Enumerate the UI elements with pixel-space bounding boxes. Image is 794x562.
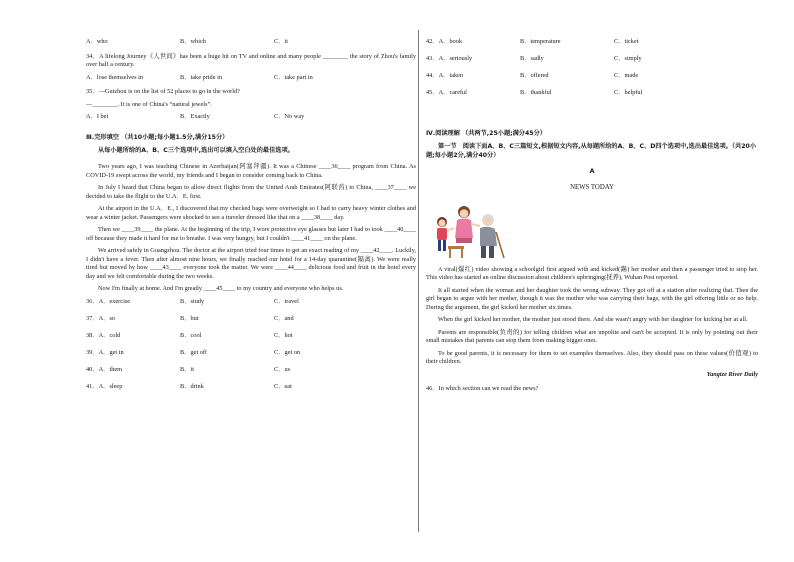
- option: 40．A．them: [86, 365, 123, 373]
- passage-paragraph: To be good parents, it is necessary for them to set examples themselves. Also, they should pass on these values(价值观) to their children.: [426, 349, 758, 366]
- cloze-options-41: [86, 383, 416, 400]
- cloze-paragraph: In July I heard that China began to allow direct flights from the United Arab Emirates(阿联酋) to China, ____37____ we decided to take the flight to the U.A．E. first.: [86, 184, 416, 200]
- option: A．I bet: [86, 113, 109, 120]
- option: 36．A．exercise: [86, 297, 131, 305]
- cloze-paragraph: At the airport in the U.A．E., I discovered that my checked bags were overweight so I had to carry heavy winter clothes and wear a winter jacket. Passengers were shocked to see a traveler dressed like that on a ____38____ day.: [86, 205, 416, 221]
- option: B．take pride in: [180, 73, 222, 81]
- option: C．get on: [274, 348, 301, 356]
- q34-stem: 34．A lifelong Journey《人世间》has been a huge hit on TV and online and many people ________ the story of Zhou's family over half a century.: [86, 52, 416, 68]
- option: 44．A．taken: [426, 72, 464, 79]
- passage-paragraph: Parents are responsible(负责的) for telling children what are unpolite and can't be accepted. It is only by pointing out their small mistakes that parents can stop them from making bigger ones.: [426, 328, 758, 345]
- right-column: [426, 38, 758, 398]
- option: C．No way: [274, 113, 305, 120]
- option: C．eat: [274, 382, 292, 390]
- q35-stem: 35．—Guizhou is on the list of 52 places to go in the world?: [86, 88, 240, 95]
- option: B．but: [180, 314, 199, 322]
- section-3-title: Ⅲ.完形填空 （共10小题;每小题1.5分,满分15分）: [86, 133, 229, 141]
- option: A．lose themselves in: [86, 73, 144, 81]
- cloze-paragraph: Two years ago, I was teaching Chinese in Azerbaijan(阿塞拜疆). It was a Chinese ____36____ program from China. As COVID-19 swept across the world, my friends and I began to consider coming back to China.: [86, 163, 416, 179]
- cloze-options-44: [426, 72, 758, 89]
- q35-options: [86, 113, 416, 128]
- parent-child-illustration: [428, 202, 510, 262]
- section-4-instructions: 第一节 阅读下面A、B、C三篇短文,根据短文内容,从每题所给的A、B、C、D四个选项中,选出最佳选项。（共20小题;每小题2分,满分40分）: [426, 143, 757, 159]
- passage-source: Yangtze River Daily: [706, 370, 758, 378]
- cloze-paragraph: Now I'm finally at home. And I'm greatly ____45____ to my country and everyone who helps us.: [98, 285, 344, 293]
- option: C．take part in: [274, 73, 313, 81]
- option: B．offered: [520, 72, 549, 79]
- q34-options: [86, 74, 416, 89]
- q46-stem: 46．In which section can we read the news?: [426, 385, 539, 393]
- section-3-instructions: 从每小题所给的A、B、C三个选项中,选出可以填入空白处的最佳选项。: [98, 146, 294, 154]
- q33-options: [86, 38, 416, 53]
- option: C．simply: [614, 55, 642, 62]
- option: 38．A．cold: [86, 331, 121, 339]
- option: C．travel: [274, 297, 299, 305]
- cloze-options-43: [426, 55, 758, 72]
- cloze-options-45: [426, 89, 758, 106]
- option: B．cool: [180, 331, 202, 339]
- passage-paragraph: A viral(爆红) video showing a schoolgirl first argued with and kicked(踢) her mother and then a passenger tried to stop her. This video has started an online discussion about children's upbringing(抚养), Wuhan Post reported.: [426, 265, 758, 282]
- cloze-paragraph: Then we ____39____ the plane. At the beginning of the trip, I wore protective eye glasses but later I had to took ____40____ off because they made it hard for me to breathe. I was very hungry, but I couldn't ____41____ on the plane.: [86, 226, 416, 242]
- passage-title: NEWS TODAY: [570, 183, 614, 191]
- passage-label: A: [589, 168, 595, 176]
- option: B．Exactly: [180, 113, 210, 120]
- option: 39．A．get in: [86, 348, 124, 356]
- cloze-options-37: [86, 315, 416, 332]
- cloze-options-42: [426, 38, 758, 55]
- option: B．get off: [180, 348, 207, 356]
- option: C．made: [614, 72, 639, 79]
- cloze-options-39: [86, 349, 416, 366]
- option: B．which: [180, 38, 206, 45]
- option: A．who: [86, 38, 108, 45]
- passage-paragraph: It all started when the woman and her daughter took the wrong subway. They got off at a station after realizing that. Then the girl began to argue with her mother, though it was the mother who was carrying their bags, with the girl offering little or no help. During the argument, the girl kicked her mother six times.: [426, 286, 758, 311]
- section-4-title: Ⅳ.阅读理解 （共两节,25小题;满分45分）: [426, 130, 546, 137]
- column-divider: [418, 30, 419, 532]
- option: B．study: [180, 297, 205, 305]
- option: C．ticket: [614, 38, 639, 45]
- option: C．helpful: [614, 89, 643, 96]
- option: 45．A．careful: [426, 89, 467, 96]
- option: B．it: [180, 365, 194, 373]
- cloze-options-38: [86, 332, 416, 349]
- cloze-options-36: [86, 298, 416, 315]
- option: 41．A．sleep: [86, 382, 123, 390]
- option: B．sadly: [520, 55, 544, 62]
- option: 43．A．seriously: [426, 55, 473, 62]
- left-column: [86, 38, 416, 400]
- q35-reply: —________. It is one of China's “natural jewels”.: [86, 100, 212, 108]
- cloze-paragraph: We arrived safely in Guangzhou. The doctor at the airport tried four times to get an exact reading of my ____42____. Luckily, I didn't have a fever. Then after almost nine hours, we finally reached our hotel for a 14-day quarantine(隔离). We were really tired but moved by how ____43____ everyone took the matter. We were ____44____ delicious food and fruit in the hotel every day and we felt comfortable during the two weeks.: [86, 247, 416, 280]
- option: C．hot: [274, 331, 293, 339]
- option: C．it: [274, 38, 288, 45]
- option: B．temperature: [520, 38, 561, 45]
- option: B．thankful: [520, 89, 552, 96]
- passage-paragraph: When the girl kicked her mother, the mother just stood there. And she wasn't angry with her daughter for kicking her at all.: [438, 316, 748, 324]
- option: C．and: [274, 314, 294, 322]
- option: 37．A．so: [86, 314, 116, 322]
- option: B．drink: [180, 382, 204, 390]
- cloze-options-40: [86, 366, 416, 383]
- option: C．us: [274, 365, 291, 373]
- option: 42．A．book: [426, 38, 463, 45]
